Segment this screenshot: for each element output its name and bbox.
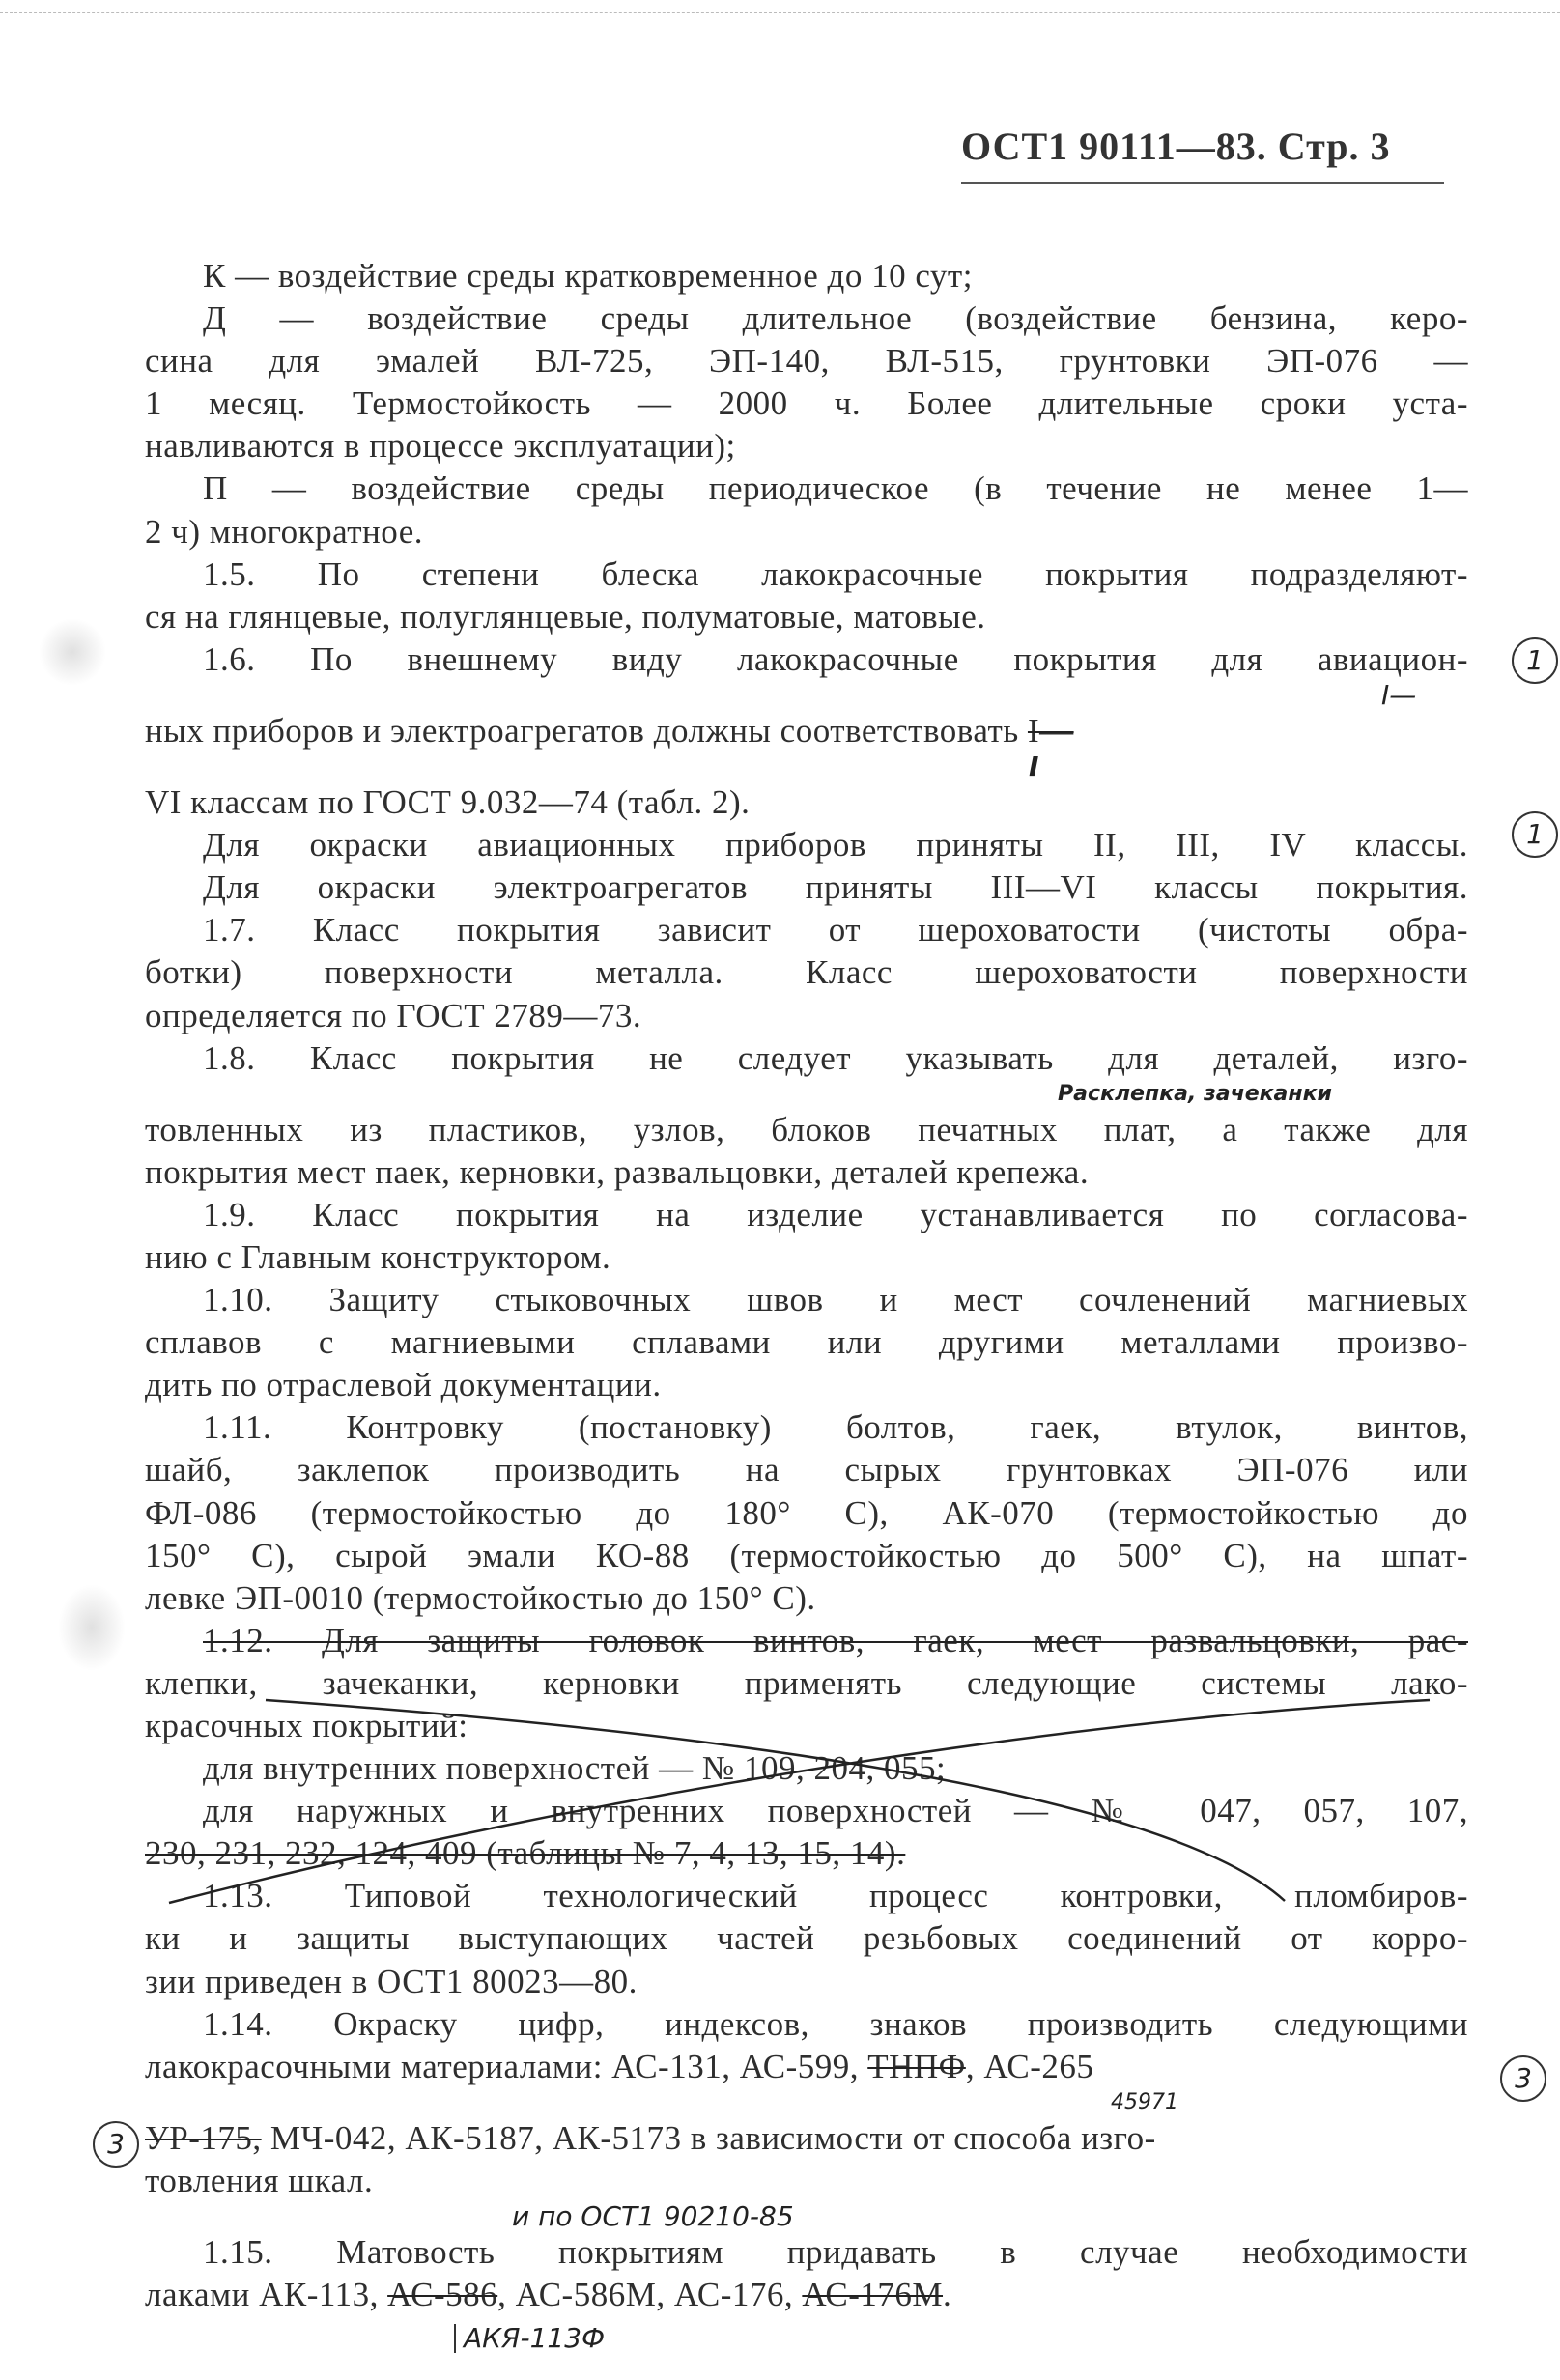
- text-line: [145, 596, 1468, 638]
- text-line: [145, 1236, 1468, 1279]
- text-segment: , АС-265: [965, 2047, 1094, 2085]
- text-line: [145, 1037, 1468, 1080]
- text-segment: ся на глянцевые, полуглянцевые, полуматовые, матовые.: [145, 597, 986, 636]
- text-line: [145, 1279, 1468, 1321]
- text-line: [145, 1406, 1468, 1449]
- text-line: [145, 995, 1468, 1037]
- text-segment: 1.10. Защиту стыковочных швов и мест сочленений магниевых: [203, 1281, 1468, 1319]
- text-segment: товленных из пластиков, узлов, блоков печатных плат, а также для: [145, 1110, 1468, 1148]
- text-segment: навливаются в процессе эксплуатации);: [145, 427, 736, 466]
- text-segment: , АС-586М, АС-176,: [497, 2276, 803, 2314]
- text-segment: ботки) поверхности металла. Класс шероховатости поверхности: [145, 953, 1468, 992]
- text-line: [145, 1790, 1468, 1832]
- text-segment: лакокрасочными материалами: АС-131, АС-599,: [145, 2047, 868, 2085]
- text-line: [145, 1832, 1468, 1875]
- struck-text: 230, 231, 232, 124, 409 (таблицы № 7, 4, 13, 15, 14).: [145, 1834, 906, 1873]
- text-line: [145, 1705, 1468, 1747]
- scan-stain: [58, 1584, 126, 1671]
- text-segment: сина для эмалей ВЛ-725, ЭП-140, ВЛ-515, грунтовки ЭП-076 —: [145, 342, 1468, 381]
- text-line: [145, 781, 1468, 824]
- handwritten-replacement-I-mid: I: [1029, 751, 1039, 783]
- text-segment: 1.8. Класс покрытия не следует указывать для деталей, изго-: [203, 1038, 1468, 1077]
- handwritten-insert-1-15: АКЯ-113Ф: [454, 2324, 612, 2353]
- handwritten-replacement-I-top: I—: [1381, 678, 1417, 711]
- text-line: [145, 2003, 1468, 2046]
- text-line: [145, 1364, 1468, 1406]
- text-segment: шайб, заклепок производить на сырых грунтовках ЭП-076 или: [145, 1451, 1468, 1489]
- text-line: [145, 1151, 1468, 1194]
- text-segment: 1.15. Матовость покрытиям придавать в случае необходимости: [203, 2233, 1468, 2272]
- handwritten-tnpf-replacement: 45971: [1111, 2089, 1178, 2114]
- text-segment: П — воздействие среды периодическое (в течение не менее 1—: [203, 469, 1468, 508]
- text-segment: нию с Главным конструктором.: [145, 1237, 611, 1276]
- text-line: [145, 255, 1468, 298]
- text-line: [145, 553, 1468, 596]
- text-segment: 1.9. Класс покрытия на изделие устанавливается по согласова-: [203, 1195, 1468, 1233]
- text-line: [145, 1321, 1468, 1364]
- text-segment: Для окраски авиационных приборов приняты II, III, IV классы.: [203, 826, 1468, 864]
- text-line: [145, 1620, 1468, 1662]
- text-line: [145, 951, 1468, 994]
- text-line: [145, 638, 1468, 681]
- text-segment: левке ЭП-0010 (термостойкостью до 150° С).: [145, 1578, 816, 1617]
- text-line: [145, 710, 1468, 752]
- annotation-row: [145, 2202, 1468, 2231]
- text-segment: 1.5. По степени блеска лакокрасочные покрытия подразделяют-: [203, 554, 1468, 593]
- text-segment: дить по отраслевой документации.: [145, 1366, 662, 1404]
- text-segment: 1 месяц. Термостойкость — 2000 ч. Более длительные сроки уста-: [145, 384, 1468, 423]
- text-line: [145, 382, 1468, 425]
- text-segment: 1.6. По внешнему виду лакокрасочные покрытия для авиацион-: [203, 639, 1468, 678]
- header-underline: [961, 182, 1444, 184]
- text-line: [145, 2274, 1468, 2316]
- text-line: [145, 1109, 1468, 1151]
- document-body: [145, 255, 1468, 2361]
- text-segment: 1.14. Окраску цифр, индексов, знаков производить следующими: [203, 2004, 1468, 2043]
- text-line: [145, 2117, 1468, 2160]
- text-segment: для наружных и внутренних поверхностей — № 047, 057, 107,: [203, 1792, 1468, 1830]
- text-segment: ФЛ-086 (термостойкостью до 180° С), АК-070 (термостойкостью до: [145, 1493, 1468, 1532]
- annotation-row: [145, 752, 1468, 781]
- struck-text: УР-175,: [145, 2118, 262, 2157]
- text-segment: Д — воздействие среды длительное (воздействие бензина, керо-: [203, 299, 1468, 338]
- text-segment: 150° С), сырой эмали КО-88 (термостойкостью до 500° С), на шпат-: [145, 1536, 1468, 1574]
- margin-mark-circle: 3: [1500, 2055, 1546, 2102]
- text-segment: для внутренних поверхностей — № 109, 204, 055;: [203, 1749, 947, 1788]
- text-segment: товления шкал.: [145, 2161, 374, 2199]
- scan-stain: [39, 618, 106, 686]
- margin-mark-circle: 1: [1512, 638, 1558, 684]
- text-line: [145, 340, 1468, 382]
- text-line: [145, 511, 1468, 553]
- text-line: [145, 1194, 1468, 1236]
- text-segment: .: [943, 2276, 952, 2314]
- annotation-row: [145, 1080, 1468, 1109]
- struck-text: I—: [1027, 711, 1074, 750]
- annotation-row: [145, 2316, 1468, 2361]
- text-line: [145, 1961, 1468, 2003]
- handwritten-insert-1-14: и по ОСТ1 90210-85: [512, 2200, 794, 2233]
- text-line: [145, 824, 1468, 866]
- text-segment: VI классам по ГОСТ 9.032—74 (табл. 2).: [145, 783, 751, 822]
- annotation-row: [145, 2088, 1468, 2117]
- text-segment: МЧ-042, АК-5187, АК-5173 в зависимости от способа изго-: [261, 2118, 1156, 2157]
- struck-text: ТНПФ: [867, 2047, 966, 2085]
- text-segment: сплавов с магниевыми сплавами или другими металлами произво-: [145, 1323, 1468, 1362]
- text-line: [145, 2160, 1468, 2202]
- text-line: [145, 1577, 1468, 1620]
- text-segment: 1.11. Контровку (постановку) болтов, гаек, втулок, винтов,: [203, 1408, 1468, 1447]
- text-line: [145, 1917, 1468, 1960]
- text-segment: покрытия мест паек, керновки, развальцовки, деталей крепежа.: [145, 1152, 1090, 1191]
- text-segment: К — воздействие среды кратковременное до 10 сут;: [203, 257, 973, 295]
- text-segment: Для окраски электроагрегатов приняты III—VI классы покрытия.: [203, 868, 1468, 907]
- text-line: [145, 909, 1468, 951]
- text-segment: лаками АК-113,: [145, 2276, 388, 2314]
- text-line: [145, 1875, 1468, 1917]
- struck-text: 1.12. Для защиты головок винтов, гаек, мест развальцовки, рас-: [203, 1621, 1468, 1659]
- struck-text: АС-176М: [802, 2276, 944, 2314]
- page-edge: [0, 0, 1560, 13]
- text-line: [145, 1662, 1468, 1705]
- margin-mark-circle: 3: [93, 2121, 139, 2168]
- text-line: [145, 2231, 1468, 2274]
- text-line: [145, 425, 1468, 468]
- text-line: [145, 866, 1468, 909]
- text-line: [145, 1492, 1468, 1535]
- text-segment: красочных покрытий:: [145, 1707, 468, 1744]
- text-line: [145, 468, 1468, 510]
- text-line: [145, 1747, 1468, 1790]
- text-segment: клепки, зачеканки, керновки применять следующие системы лако-: [145, 1663, 1468, 1702]
- text-segment: 1.7. Класс покрытия зависит от шероховатости (чистоты обра-: [203, 911, 1468, 949]
- text-segment: 2 ч) многократное.: [145, 512, 423, 551]
- text-line: [145, 1535, 1468, 1577]
- text-line: [145, 2046, 1468, 2088]
- text-segment: зии приведен в ОСТ1 80023—80.: [145, 1962, 638, 2000]
- text-segment: 1.13. Типовой технологический процесс контровки, пломбиров-: [203, 1877, 1468, 1915]
- text-segment: ных приборов и электроагрегатов должны соответствовать: [145, 711, 1028, 750]
- handwritten-insert-1-8: Расклепка, зачеканки: [1058, 1081, 1332, 1106]
- document-header: ОСТ1 90111—83. Стр. 3: [961, 125, 1391, 168]
- text-line: [145, 298, 1468, 340]
- annotation-row: [145, 678, 1468, 711]
- text-segment: ки и защиты выступающих частей резьбовых соединений от корро-: [145, 1919, 1468, 1958]
- margin-mark-circle: 1: [1512, 811, 1558, 858]
- text-line: [145, 1449, 1468, 1491]
- text-segment: определяется по ГОСТ 2789—73.: [145, 996, 642, 1034]
- struck-text: АС-586: [387, 2276, 498, 2314]
